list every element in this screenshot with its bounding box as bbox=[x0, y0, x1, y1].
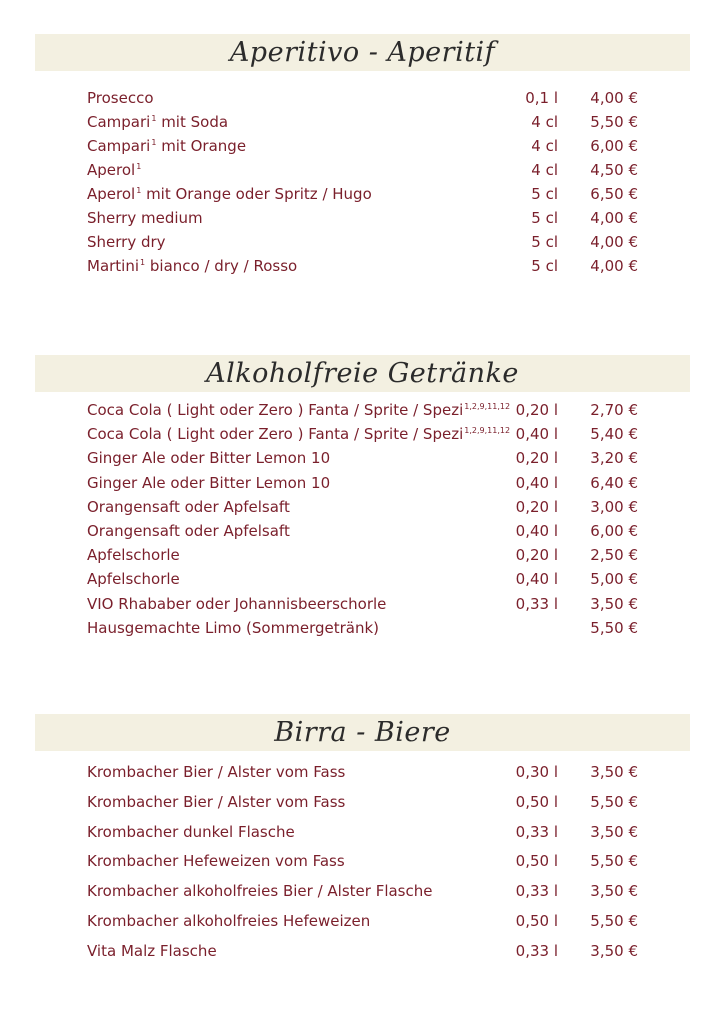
item-price: 4,00 € bbox=[590, 233, 638, 251]
item-volume: 0,20 l bbox=[515, 546, 558, 565]
menu-item bbox=[0, 447, 724, 469]
item-name-text: Coca Cola ( Light oder Zero ) Fanta / Sprite / Spezi bbox=[87, 401, 464, 419]
section-title: Birra - Biere bbox=[274, 717, 451, 748]
item-volume: 0,40 l bbox=[515, 425, 558, 444]
menu-item bbox=[0, 231, 724, 253]
item-price: 5,00 € bbox=[590, 570, 638, 589]
menu-item bbox=[0, 472, 724, 494]
item-name-text: Krombacher Hefeweizen vom Fass bbox=[87, 852, 345, 871]
item-name-text: Coca Cola ( Light oder Zero ) Fanta / Sprite / Spezi bbox=[87, 425, 464, 444]
item-volume: 0,20 l bbox=[515, 449, 558, 468]
item-volume: 0,33 l bbox=[515, 882, 558, 901]
menu-item bbox=[0, 207, 724, 229]
item-name bbox=[87, 496, 291, 518]
item-volume: 5 cl bbox=[531, 257, 558, 275]
item-name bbox=[87, 135, 246, 157]
section-header bbox=[35, 355, 690, 392]
item-name-text: Krombacher Bier / Alster vom Fass bbox=[87, 792, 346, 811]
menu-item bbox=[0, 568, 724, 590]
item-name bbox=[87, 183, 372, 205]
item-name-suffix: bianco / dry / Rosso bbox=[145, 257, 298, 275]
item-price: 3,50 € bbox=[590, 594, 638, 613]
item-name-text: Ginger Ale oder Bitter Lemon 10 bbox=[87, 473, 331, 492]
item-name bbox=[87, 447, 331, 469]
menu-item bbox=[0, 940, 724, 962]
item-volume: 0,50 l bbox=[515, 792, 558, 811]
item-price: 6,50 € bbox=[590, 185, 638, 203]
item-name bbox=[87, 87, 155, 109]
item-name bbox=[87, 231, 167, 253]
menu-item bbox=[0, 761, 724, 783]
item-name-text: Ginger Ale oder Bitter Lemon 10 bbox=[87, 449, 331, 468]
item-name bbox=[87, 850, 346, 872]
item-name-text: Campari bbox=[87, 113, 151, 131]
item-volume: 5 cl bbox=[531, 233, 558, 251]
item-name bbox=[87, 940, 218, 962]
menu-item bbox=[0, 880, 724, 902]
allergen-note: 1 bbox=[136, 162, 142, 171]
item-name-text: Orangensaft oder Apfelsaft bbox=[87, 522, 290, 540]
menu-item bbox=[0, 183, 724, 205]
item-name bbox=[87, 568, 181, 590]
item-name-suffix: mit Orange bbox=[156, 137, 247, 155]
item-name bbox=[87, 761, 346, 783]
menu-item bbox=[0, 87, 724, 109]
item-name bbox=[87, 544, 181, 566]
item-name bbox=[87, 910, 371, 932]
item-price: 4,00 € bbox=[590, 209, 638, 227]
item-volume: 0,1 l bbox=[525, 89, 558, 107]
item-price: 5,50 € bbox=[590, 618, 638, 637]
item-volume: 4 cl bbox=[531, 137, 558, 155]
item-volume: 4 cl bbox=[531, 113, 558, 131]
menu-item bbox=[0, 910, 724, 932]
item-name bbox=[87, 880, 433, 902]
item-price: 2,70 € bbox=[590, 401, 638, 419]
item-price: 5,50 € bbox=[590, 912, 638, 930]
menu-item bbox=[0, 544, 724, 566]
item-name-text: Sherry dry bbox=[87, 233, 166, 251]
item-price: 5,50 € bbox=[590, 852, 638, 871]
allergen-note: 1,2,9,11,12 bbox=[464, 426, 511, 436]
item-volume: 0,40 l bbox=[515, 473, 558, 492]
item-price: 4,00 € bbox=[590, 89, 638, 107]
item-name-text: Krombacher Bier / Alster vom Fass bbox=[87, 763, 346, 781]
menu-item bbox=[0, 617, 724, 639]
section-title: Aperitivo - Aperitif bbox=[229, 37, 496, 68]
menu-item bbox=[0, 135, 724, 157]
section-title: Alkoholfreie Getränke bbox=[206, 358, 519, 389]
item-price: 3,50 € bbox=[590, 882, 638, 901]
item-name-text: Campari bbox=[87, 137, 151, 155]
allergen-note: 1 bbox=[136, 186, 142, 195]
item-name bbox=[87, 617, 380, 639]
item-price: 3,50 € bbox=[590, 941, 638, 960]
item-volume: 0,30 l bbox=[515, 763, 558, 781]
item-volume: 0,20 l bbox=[515, 497, 558, 516]
item-name-text: Martini bbox=[87, 257, 140, 275]
item-name bbox=[87, 159, 141, 181]
item-name bbox=[87, 791, 346, 813]
allergen-note: 1,2,9,11,12 bbox=[464, 402, 511, 411]
allergen-note: 1 bbox=[140, 258, 146, 267]
menu-item bbox=[0, 399, 724, 421]
item-price: 2,50 € bbox=[590, 546, 638, 565]
item-name bbox=[87, 472, 331, 494]
item-volume: 0,40 l bbox=[515, 570, 558, 589]
item-name-text: Krombacher dunkel Flasche bbox=[87, 822, 295, 841]
item-name-text: Apfelschorle bbox=[87, 570, 180, 589]
allergen-note: 1 bbox=[151, 138, 157, 147]
item-volume: 0,40 l bbox=[515, 522, 558, 540]
menu-item bbox=[0, 496, 724, 518]
item-name bbox=[87, 255, 297, 277]
menu-item bbox=[0, 593, 724, 615]
item-price: 5,40 € bbox=[590, 425, 638, 444]
item-price: 6,00 € bbox=[590, 137, 638, 155]
item-name-text: Orangensaft oder Apfelsaft bbox=[87, 497, 290, 516]
section-header bbox=[35, 34, 690, 71]
item-name bbox=[87, 423, 510, 445]
item-name bbox=[87, 821, 296, 843]
item-volume: 0,33 l bbox=[515, 941, 558, 960]
item-name bbox=[87, 399, 510, 421]
item-name-text: Vita Malz Flasche bbox=[87, 941, 217, 960]
item-volume: 0,50 l bbox=[515, 852, 558, 871]
item-price: 4,50 € bbox=[590, 161, 638, 179]
menu-item bbox=[0, 111, 724, 133]
item-name bbox=[87, 111, 228, 133]
menu-item bbox=[0, 520, 724, 542]
menu-item bbox=[0, 791, 724, 813]
item-name-text: Krombacher alkoholfreies Hefeweizen bbox=[87, 912, 371, 930]
section-header bbox=[35, 714, 690, 751]
menu-item bbox=[0, 850, 724, 872]
item-name-suffix: mit Orange oder Spritz / Hugo bbox=[141, 185, 372, 203]
item-price: 3,00 € bbox=[590, 497, 638, 516]
menu-item bbox=[0, 159, 724, 181]
item-name-text: Apfelschorle bbox=[87, 546, 180, 565]
item-volume: 0,33 l bbox=[515, 822, 558, 841]
item-name-text: Aperol bbox=[87, 161, 136, 179]
item-name bbox=[87, 520, 291, 542]
menu-item bbox=[0, 423, 724, 445]
item-volume: 0,33 l bbox=[515, 594, 558, 613]
item-name-text: Hausgemachte Limo (Sommergetränk) bbox=[87, 618, 380, 637]
item-price: 5,50 € bbox=[590, 113, 638, 131]
item-volume: 5 cl bbox=[531, 185, 558, 203]
item-price: 6,40 € bbox=[590, 473, 638, 492]
item-price: 3,50 € bbox=[590, 822, 638, 841]
item-name-text: Sherry medium bbox=[87, 209, 203, 227]
item-price: 3,20 € bbox=[590, 449, 638, 468]
menu-item bbox=[0, 255, 724, 277]
allergen-note: 1 bbox=[151, 114, 157, 123]
item-name-text: Krombacher alkoholfreies Bier / Alster Flasche bbox=[87, 882, 433, 901]
item-volume: 0,20 l bbox=[515, 401, 558, 419]
item-volume: 4 cl bbox=[531, 161, 558, 179]
item-price: 3,50 € bbox=[590, 763, 638, 781]
item-volume: 0,50 l bbox=[515, 912, 558, 930]
item-name bbox=[87, 207, 204, 229]
item-name-suffix: mit Soda bbox=[156, 113, 229, 131]
item-name-text: Prosecco bbox=[87, 89, 154, 107]
item-name bbox=[87, 593, 387, 615]
item-price: 4,00 € bbox=[590, 257, 638, 275]
item-name-text: Aperol bbox=[87, 185, 136, 203]
item-price: 5,50 € bbox=[590, 792, 638, 811]
menu-item bbox=[0, 821, 724, 843]
item-name-text: VIO Rhababer oder Johannisbeerschorle bbox=[87, 594, 387, 613]
item-price: 6,00 € bbox=[590, 522, 638, 540]
item-volume: 5 cl bbox=[531, 209, 558, 227]
